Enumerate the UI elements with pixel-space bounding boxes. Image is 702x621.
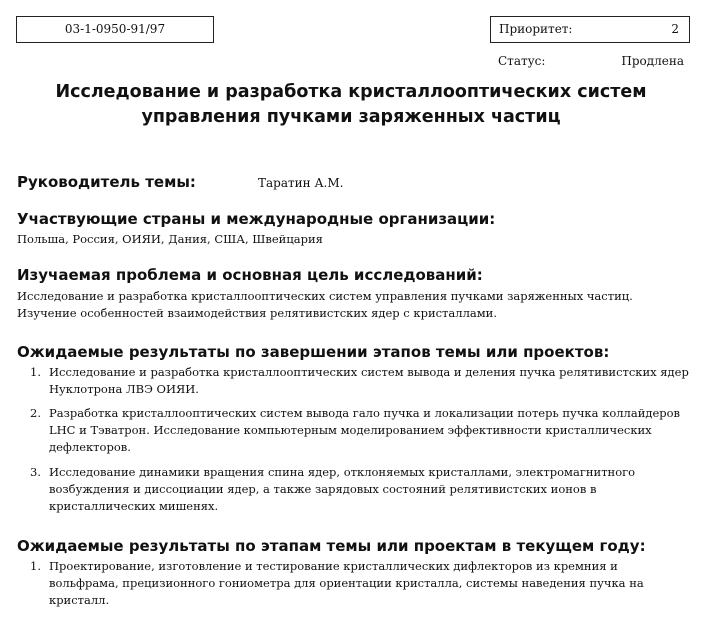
item-text: Разработка кристаллооптических систем вывода гало пучка и локализации потерь пучка коллайдеров LHC и Тэватрон. Исследование компьютерным моделированием эффективности кристаллических дефлекторов. — [49, 406, 681, 454]
expected-results-heading: Ожидаемые результаты по завершении этапов темы или проектов: — [17, 343, 610, 361]
problem-text: Исследование и разработка кристаллооптических систем управления пучками заряженных частиц. Изучение особенностей взаимодействия релятивистских ядер с кристаллами. — [17, 289, 633, 320]
participants-text: Польша, Россия, ОИЯИ, Дания, США, Швейцария — [17, 232, 323, 246]
leader-name: Таратин А.М. — [258, 176, 344, 190]
list-item — [30, 558, 690, 609]
item-number: 2. — [30, 406, 41, 420]
leader-label: Руководитель темы: — [17, 173, 196, 191]
list-item — [30, 364, 690, 398]
priority-box — [490, 16, 690, 43]
document-title — [0, 80, 702, 130]
topic-code-box — [16, 16, 214, 43]
item-number: 1. — [30, 559, 41, 573]
item-text: Проектирование, изготовление и тестирование кристаллических дифлекторов из кремния и вольфрама, прецизионного гониометра для ориентации кристалла, системы наведения пучка на кристалл. — [49, 559, 644, 607]
title-line-1: Исследование и разработка кристаллооптических систем — [55, 82, 647, 102]
status-value: Продлена — [621, 54, 684, 68]
problem-heading: Изучаемая проблема и основная цель исследований: — [17, 266, 483, 284]
priority-value: 2 — [671, 22, 679, 36]
list-item — [30, 405, 690, 456]
list-item — [30, 464, 690, 515]
title-line-2: управления пучками заряженных частиц — [141, 107, 561, 127]
topic-code: 03-1-0950-91/97 — [64, 22, 166, 36]
item-number: 1. — [30, 365, 41, 379]
status-label: Статус: — [498, 54, 546, 68]
current-year-heading: Ожидаемые результаты по этапам темы или проектам в текущем году: — [17, 537, 646, 555]
item-number: 3. — [30, 465, 41, 479]
item-text: Исследование и разработка кристаллооптических систем вывода и деления пучка релятивистских ядер Нуклотрона ЛВЭ ОИЯИ. — [49, 365, 689, 396]
item-text: Исследование динамики вращения спина ядер, отклоняемых кристаллами, электромагнитного возбуждения и диссоциации ядер, а также зарядовых состояний релятивистских ионов в кристаллических мишенях. — [49, 465, 636, 513]
priority-label: Приоритет: — [499, 22, 573, 36]
status-row — [498, 54, 688, 68]
participants-heading: Участвующие страны и международные организации: — [17, 210, 496, 228]
